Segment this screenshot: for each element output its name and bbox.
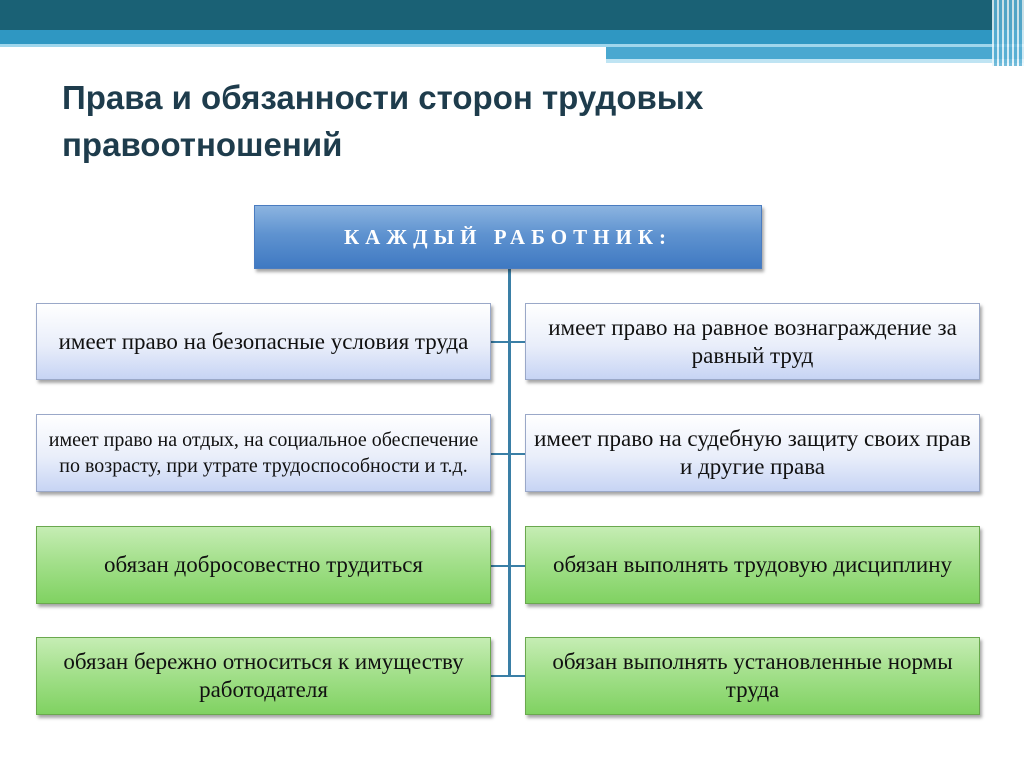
- diagram-root-label: КАЖДЫЙ РАБОТНИК:: [343, 224, 673, 249]
- top-banner: [0, 0, 1024, 30]
- top-banner-band: [0, 30, 1024, 44]
- diagram-root-box: [254, 205, 762, 269]
- right-box-4-text: обязан выполнять установленные нормы труда: [552, 649, 953, 702]
- connector-right-3: [510, 565, 526, 567]
- right-box-1: [525, 303, 980, 380]
- connector-left-1: [490, 341, 510, 343]
- left-box-2-text: имеет право на отдых, на социальное обеспечение по возрасту, при утрате трудоспособности и т.д.: [48, 429, 479, 477]
- connector-trunk: [508, 269, 511, 677]
- connector-left-4: [490, 675, 510, 677]
- left-box-4: [36, 637, 491, 715]
- top-banner-strip-light: [606, 59, 1024, 63]
- left-box-4-text: обязан бережно относиться к имуществу работодателя: [63, 649, 464, 702]
- right-box-3: [525, 526, 980, 604]
- left-box-1-text: имеет право на безопасные условия труда: [58, 328, 469, 354]
- connector-left-3: [490, 565, 510, 567]
- slide-title: Права и обязанности сторон трудовых правоотношений: [62, 79, 704, 163]
- left-box-2: [36, 414, 491, 492]
- right-box-2-text: имеет право на судебную защиту своих прав и другие права: [534, 426, 971, 479]
- connector-right-2: [510, 453, 526, 455]
- top-banner-strip: [606, 47, 1024, 59]
- left-box-1: [36, 303, 491, 380]
- connector-right-4: [510, 675, 526, 677]
- connector-right-1: [510, 341, 526, 343]
- left-box-3: [36, 526, 491, 604]
- decorative-stripes: [992, 0, 1024, 66]
- right-box-4: [525, 637, 980, 715]
- left-box-3-text: обязан добросовестно трудиться: [104, 552, 423, 577]
- connector-left-2: [490, 453, 510, 455]
- right-box-1-text: имеет право на равное вознаграждение за равный труд: [548, 314, 957, 368]
- right-box-3-text: обязан выполнять трудовую дисциплину: [552, 552, 953, 577]
- right-box-2: [525, 414, 980, 492]
